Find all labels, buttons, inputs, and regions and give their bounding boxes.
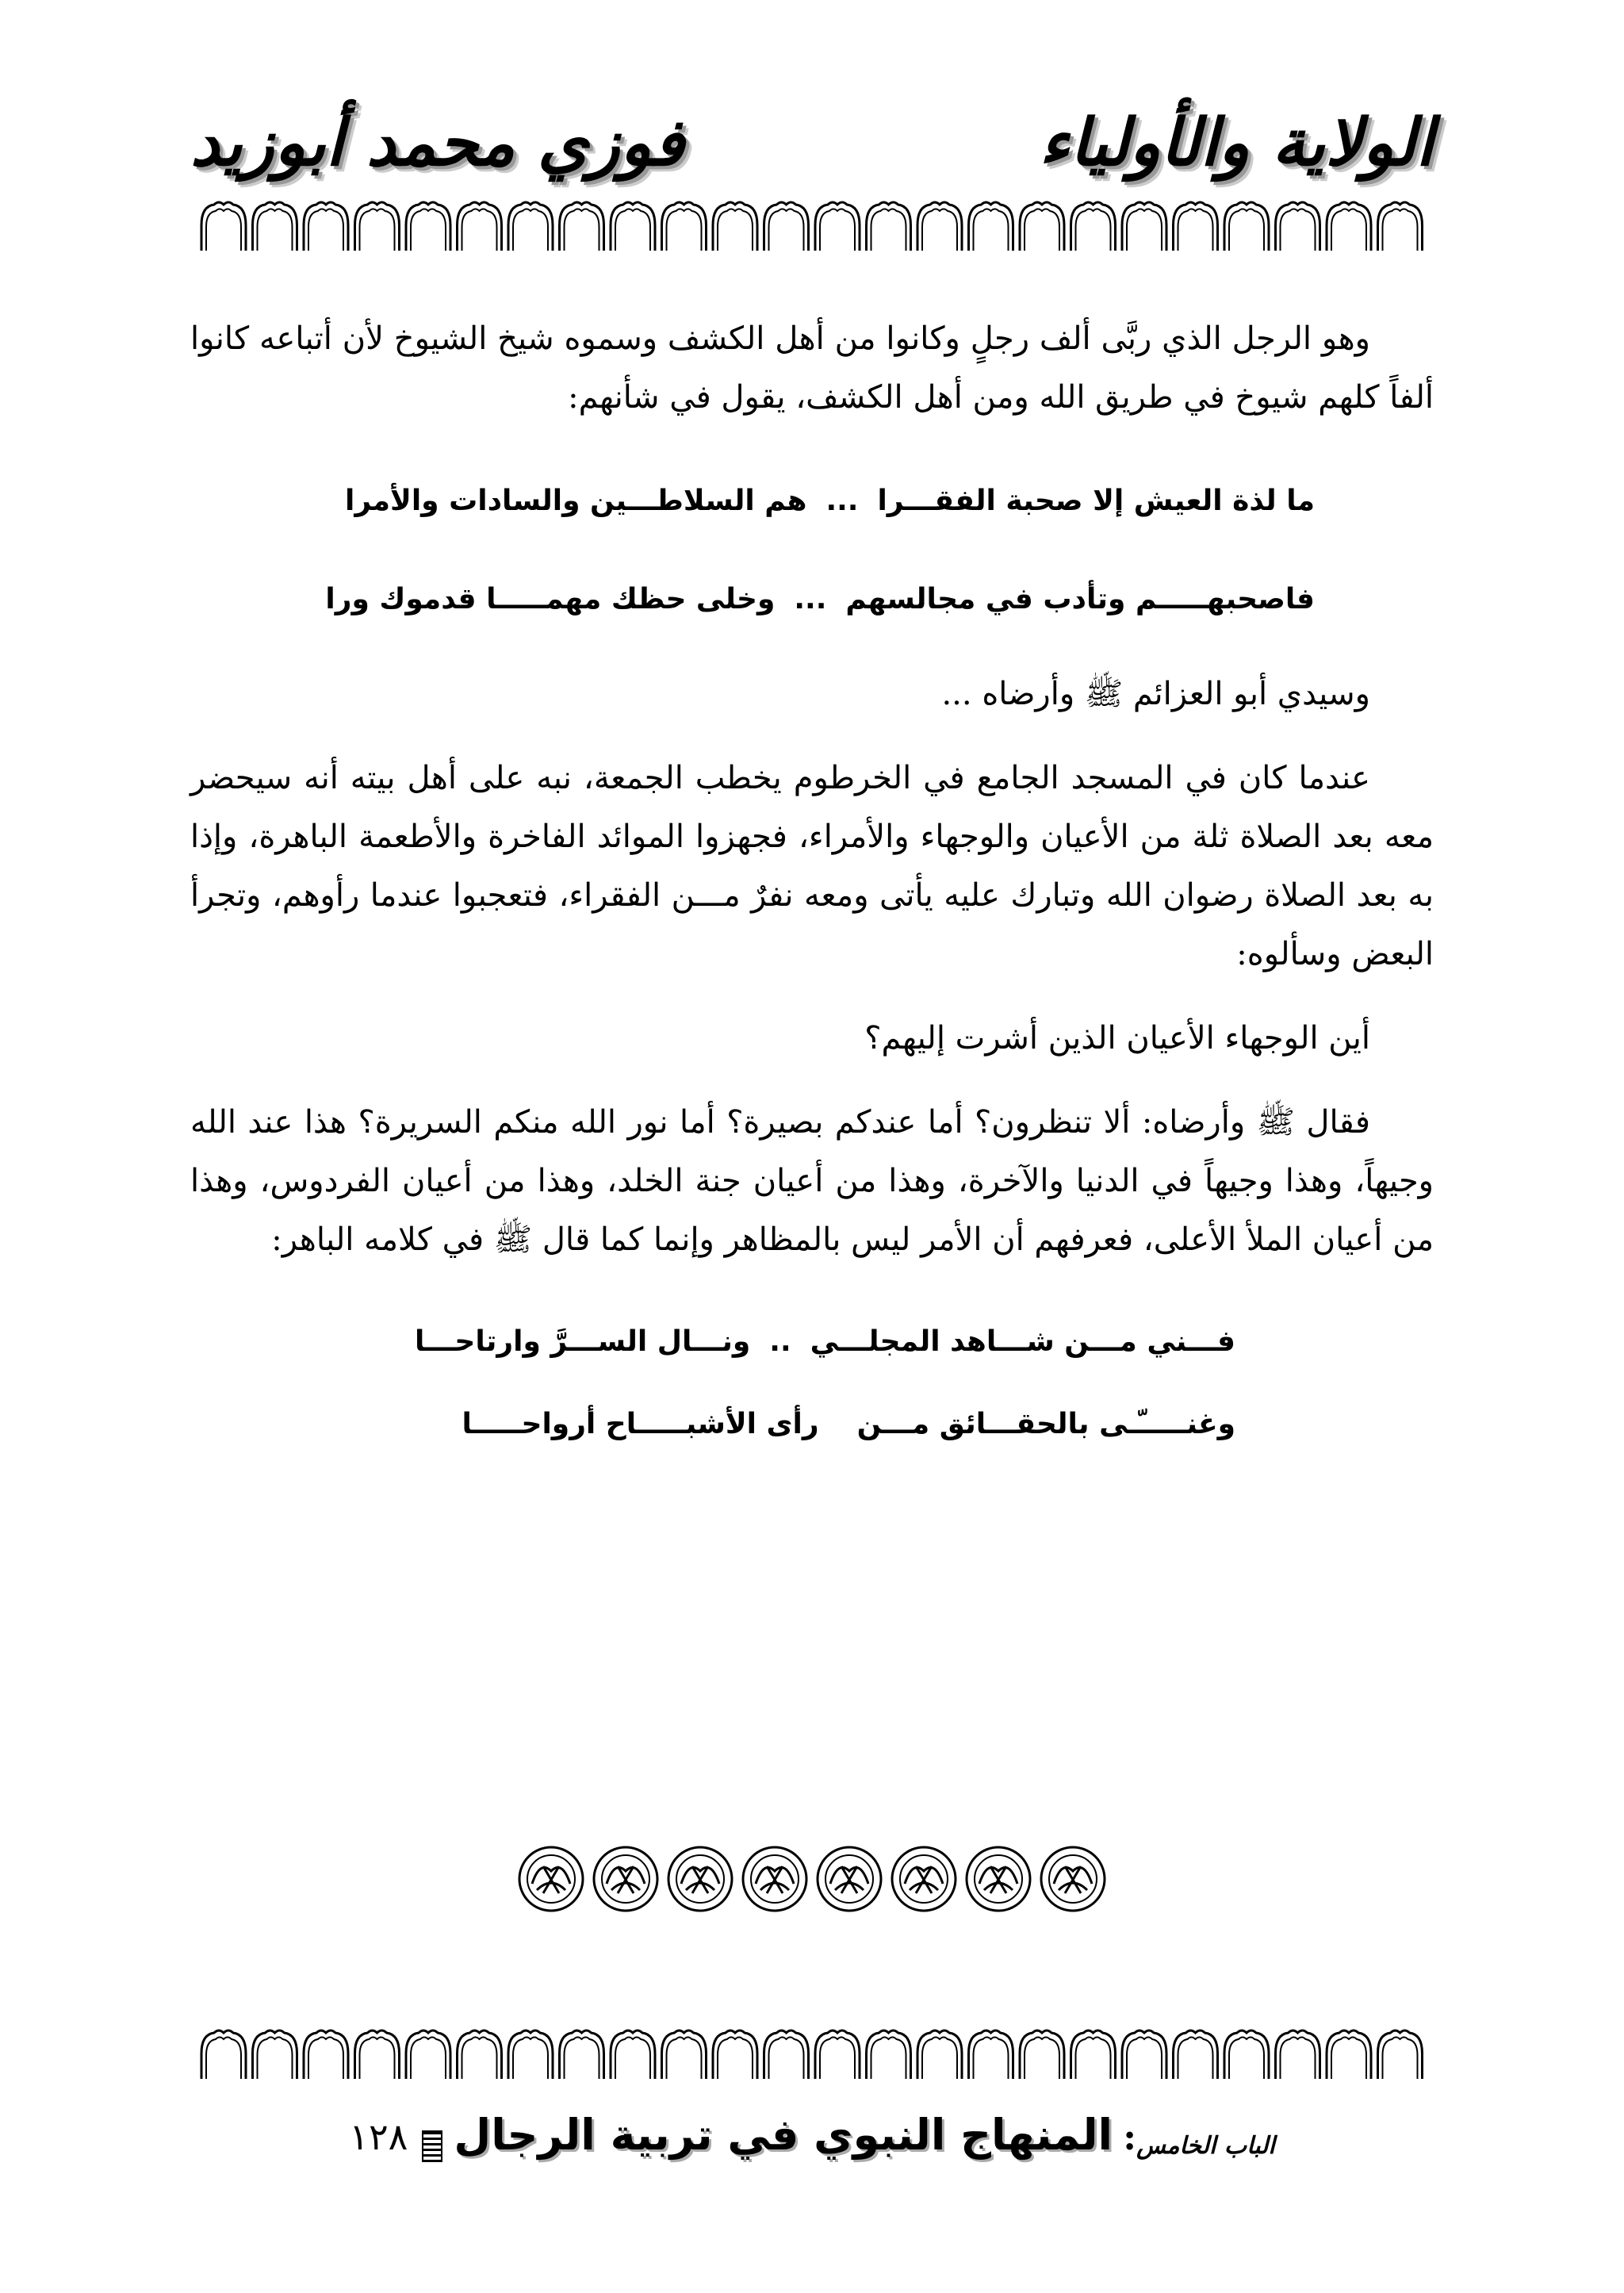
running-header [190, 95, 1434, 190]
calligraphy-medallion-icon [665, 1844, 735, 1914]
top-arch-border [198, 198, 1426, 254]
ornament-divider [0, 1844, 1624, 1914]
poem-1-line-2-first-hemistich: فاصحبهـــــم وتأدب في مجالسهم [845, 583, 1315, 615]
poem-2-line-1-second-hemistich: ونـــال الســـرَّ وارتاحـــا [414, 1325, 751, 1358]
poem-1-line-2-separator: ... [794, 583, 827, 615]
bottom-arch-border [198, 2027, 1426, 2082]
paragraph-1: وهو الرجل الذي ربَّى ألف رجلٍ وكانوا من أهل الكشف وسموه شيخ الشيوخ لأن أتباعه كانوا ألفاً كلهم شيوخ في طريق الله ومن أهل الكشف، يقول في شأنهم: [190, 320, 1434, 416]
calligraphy-medallion-icon [1038, 1844, 1108, 1914]
calligraphy-medallion-icon [814, 1844, 884, 1914]
paragraph-4: أين الوجهاء الأعيان الذين أشرت إليهم؟ [864, 1020, 1370, 1056]
poem-2-line-1-separator: .. [769, 1325, 791, 1358]
paragraph-5: فقال ﷺ وأرضاه: ألا تنظرون؟ أما عندكم بصيرة؟ أما نور الله منكم السريرة؟ هذا عند الله وجيهاً، وهذا وجيهاً في الدنيا والآخرة، وهذا من أعيان جنة الخلد، وهذا من أعيان الفردوس، وهذا من أعيان الملأ الأعلى، فعرفهم أن الأمر ليس بالمظاهر وإنما كما قال ﷺ في كلامه الباهر: [190, 1104, 1434, 1258]
poem-2-line-2-second-hemistich: رأى الأشبـــــاح أرواحـــــا [462, 1408, 819, 1440]
page-number: ١٢٨ [349, 2115, 408, 2158]
square-marker-icon [422, 2130, 442, 2162]
chapter-label: الباب الخامس [1136, 2132, 1275, 2160]
author-name-header: فوزي محمد أبوزيد [190, 105, 685, 181]
calligraphy-medallion-icon [591, 1844, 661, 1914]
poem-1-line-2-second-hemistich: وخلى حظك مهمـــــا قدموك ورا [325, 583, 776, 615]
poem-1-line-1-separator: ... [825, 485, 859, 517]
poem-1 [190, 452, 1434, 649]
chapter-colon: : [1123, 2115, 1137, 2158]
calligraphy-medallion-icon [740, 1844, 810, 1914]
poem-1-line-1 [190, 452, 1315, 550]
poem-2-line-1 [190, 1301, 1235, 1383]
running-footer [301, 2110, 1323, 2162]
calligraphy-medallion-icon [963, 1844, 1033, 1914]
poem-2-line-1-first-hemistich: فـــني مـــن شـــاهد المجلـــي [810, 1325, 1235, 1358]
paragraph-2: وسيدي أبو العزائم ﷺ وأرضاه ... [941, 676, 1370, 712]
poem-1-line-1-first-hemistich: ما لذة العيش إلا صحبة الفقـــرا [877, 485, 1315, 517]
main-content [190, 309, 1434, 1466]
poem-2 [190, 1301, 1434, 1466]
poem-2-line-2-first-hemistich: وغنـــــّـى بالحقـــائق مـــن [856, 1408, 1235, 1440]
poem-1-line-2 [190, 550, 1315, 649]
footer-book-title: المنهاج النبوي في تربية الرجال [454, 2110, 1113, 2160]
book-title-header: الولاية والأولياء [1039, 105, 1434, 181]
calligraphy-medallion-icon [516, 1844, 586, 1914]
poem-1-line-1-second-hemistich: هم السلاطـــين والسادات والأمرا [344, 485, 807, 517]
poem-2-line-2 [190, 1383, 1235, 1466]
paragraph-3: عندما كان في المسجد الجامع في الخرطوم يخطب الجمعة، نبه على أهل بيته أنه سيحضر معه بعد الصلاة ثلة من الأعيان والوجهاء والأمراء، فجهزوا الموائد الفاخرة والأطعمة الباهرة، وإذا به بعد الصلاة رضوان الله وتبارك عليه يأتى ومعه نفرٌ مـــن الفقراء، فتعجبوا عندما رأوهم، وتجرأ البعض وسألوه: [190, 760, 1434, 972]
calligraphy-medallion-icon [889, 1844, 959, 1914]
